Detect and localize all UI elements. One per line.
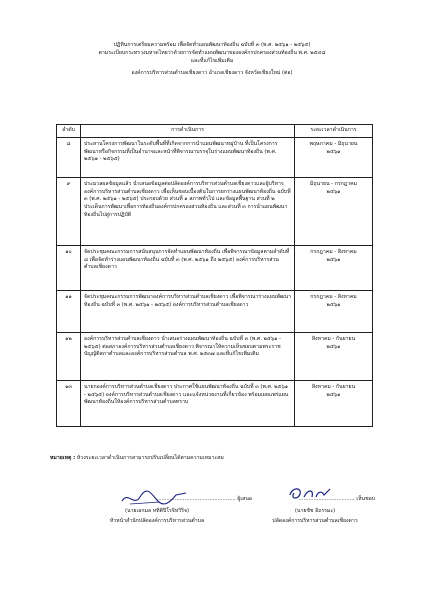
period-year: ๒๕๖๑	[326, 301, 341, 308]
row-action: ประสานโครงการพัฒนาในระดับพื้นที่ที่เกิดจากการนำแผนพัฒนาหมู่บ้าน ที่เป็นโครงการพัฒนาหรือกิจกรรมที่เป็นอำนาจและหน้าที่พิจารณาบรรจุในร่างแผนพัฒนาท้องถิ่น (พ.ศ. ๒๕๖๑ - ๒๕๖๕)	[81, 137, 295, 177]
header-organization: องค์การบริหารส่วนตำบลเชียงดาว อำเภอเชียงดาว จังหวัดเชียงใหม่ (ต่อ)	[131, 70, 293, 77]
header-title: ปฏิทินการเตรียมความพร้อม เพื่อจัดทำแผนพัฒนาท้องถิ่น ฉบับที่ ๓ (พ.ศ. ๒๕๖๑ - ๒๕๖๕)	[113, 42, 311, 48]
signature-line: ................................................ ผู้เสนอ	[156, 496, 252, 502]
row-action: องค์การบริหารส่วนตำบลเชียงดาว นำเสนอร่างแผนพัฒนาท้องถิ่น ฉบับที่ ๓ (พ.ศ. ๒๕๖๑ - ๒๕๖๕) ต่อสภาองค์การบริหารส่วนตำบลเชียงดาว พิจารณาให้ความเห็นชอบตามพระราชบัญญัติสภาตำบลและองค์การบริหารส่วนตำบล พ.ศ. ๒๕๓๗ และที่แก้ไขเพิ่มเติม	[81, 332, 295, 380]
header-regulation: ตามระเบียบกระทรวงมหาดไทยว่าด้วยการจัดทำแผนพัฒนาขององค์กรปกครองส่วนท้องถิ่น พ.ศ. ๒๕๔๘	[98, 49, 326, 56]
document-header	[0, 42, 424, 78]
column-header-period: ระยะเวลาดำเนินการ	[295, 125, 373, 138]
signer-title: ปลัดองค์การบริหารส่วนตำบลเชียงดาว	[272, 517, 358, 524]
row-period	[295, 332, 373, 380]
signer-title: หัวหน้าสำนักปลัดองค์การบริหารส่วนตำบล	[109, 517, 205, 524]
schedule-table	[56, 124, 373, 427]
row-period	[295, 177, 373, 245]
table-row	[57, 290, 373, 332]
period-months: พฤษภาคม - มิถุนายน	[309, 140, 358, 147]
table-row	[57, 245, 373, 290]
row-action: นายกองค์การบริหารส่วนตำบลเชียงดาว ประกาศใช้แผนพัฒนาท้องถิ่น ฉบับที่ ๓ (พ.ศ. ๒๕๖๑ - ๒๕๖๕) องค์การบริหารส่วนตำบลเชียงดาว และแจ้งหน่วยงานที่เกี่ยวข้อง พร้อมเผยแพร่แผนพัฒนาท้องถิ่นให้องค์การบริหารส่วนตำบลทราบ	[81, 380, 295, 426]
period-months: กรกฎาคม - สิงหาคม	[310, 248, 357, 255]
period-months: สิงหาคม - กันยายน	[311, 383, 356, 390]
signature-block-approver	[255, 496, 375, 525]
period-months: สิงหาคม - กันยายน	[311, 335, 356, 342]
period-year: ๒๕๖๑	[326, 391, 341, 398]
row-number: ๑๑	[57, 290, 81, 332]
period-year: ๒๕๖๑	[326, 188, 341, 195]
row-period	[295, 380, 373, 426]
row-action: จัดประชุมคณะกรรมการสนับสนุนการจัดทำแผนพัฒนาท้องถิ่น เพื่อพิจารณาข้อมูลตามลำดับที่ ๘ เพื่อจัดทำร่างแผนพัฒนาท้องถิ่น ฉบับที่ ๓ (พ.ศ. ๒๕๖๑ ถึง ๒๕๖๕) องค์การบริหารส่วนตำบลเชียงดาว	[81, 245, 295, 290]
signature-line: .................................. เห็นชอบ	[298, 496, 375, 502]
signature-label: เห็นชอบ	[356, 496, 375, 502]
row-number: ๑๐	[57, 245, 81, 290]
table-row	[57, 332, 373, 380]
row-number: ๘	[57, 137, 81, 177]
period-year: ๒๕๖๑	[326, 343, 341, 350]
signature-block-proposer	[62, 496, 252, 525]
row-number: ๙	[57, 177, 81, 245]
column-header-no: ลำดับ	[57, 125, 81, 138]
signer-name: (นายชัช อิถรรมะ)	[294, 507, 336, 514]
remark-label: หมายเหตุ :	[50, 455, 76, 461]
row-period	[295, 245, 373, 290]
period-months: กรกฎาคม - สิงหาคม	[310, 293, 357, 300]
period-year: ๒๕๖๑	[326, 256, 341, 263]
row-period	[295, 137, 373, 177]
table-row	[57, 380, 373, 426]
period-months: มิถุนายน - กรกฎาคม	[309, 180, 358, 187]
row-number: ๑๒	[57, 332, 81, 380]
table-header-row	[57, 125, 373, 138]
column-header-action: การดำเนินการ	[81, 125, 295, 138]
row-action: จัดประชุมคณะกรรมการพัฒนาองค์การบริหารส่วนตำบลเชียงดาว เพื่อพิจารณาร่างแผนพัฒนาท้องถิ่น ฉบับที่ ๓ (พ.ศ. ๒๕๖๑ - ๒๕๖๕) องค์การบริหารส่วนตำบลเชียงดาว	[81, 290, 295, 332]
header-amendment: และที่แก้ไขเพิ่มเติม	[190, 57, 234, 64]
remark-text: ห้วงระยะเวลาดำเนินการสามารถปรับเปลี่ยนได้ตามความเหมาะสม	[76, 455, 224, 461]
remark	[50, 455, 224, 463]
signature-label: ผู้เสนอ	[237, 496, 252, 502]
row-number: ๑๓	[57, 380, 81, 426]
signer-name: (นายเอกมล หทิติปิโรจิหวิริจ)	[124, 507, 190, 514]
row-action: ประมวลผลข้อมูลแล้ว นำเสนอข้อมูลต่อปลัดองค์การบริหารส่วนตำบลเชียงดาวและผู้บริหารองค์การบริหารส่วนตำบลเชียงดาว เพื่อเห็นชอบเบื้องต้นในการยกร่างแผนพัฒนาท้องถิ่น ฉบับที่ ๓ (พ.ศ. ๒๕๖๑ - ๒๕๖๕) ประกอบด้วย ส่วนที่ ๑ สภาพทั่วไป และข้อมูลพื้นฐาน ส่วนที่ ๒ ประเด็นการพัฒนาเพื่อการท้องถิ่นองค์กรปกครองส่วนท้องถิ่น และส่วนที่ ๓ การนำแผนพัฒนาท้องถิ่นไปสู่การปฏิบัติ	[81, 177, 295, 245]
period-year: ๒๕๖๑	[326, 148, 341, 155]
row-period	[295, 290, 373, 332]
table-row	[57, 177, 373, 245]
table-row	[57, 137, 373, 177]
